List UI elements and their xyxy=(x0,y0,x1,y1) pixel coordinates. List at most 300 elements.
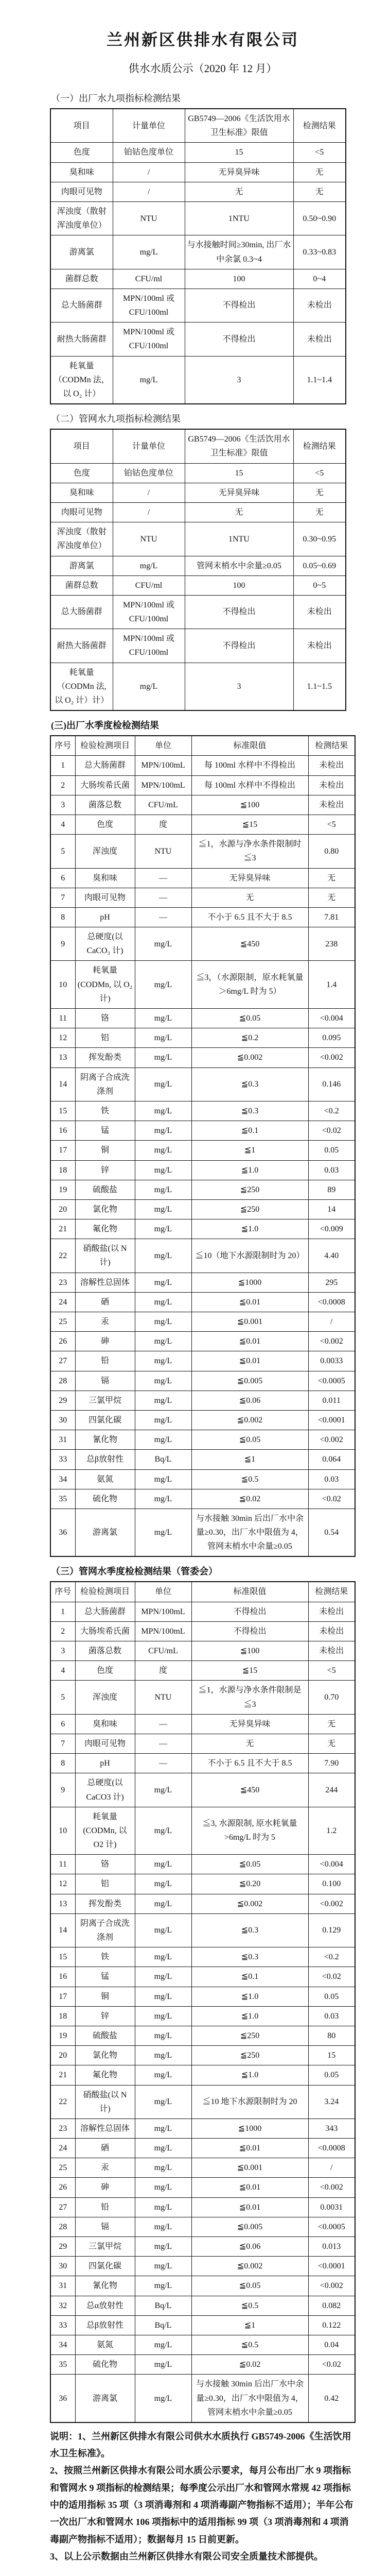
table-cell: 无 xyxy=(191,1734,308,1753)
table-row xyxy=(50,907,355,927)
table-cell: mg/L xyxy=(135,1219,191,1239)
table-cell: NTU xyxy=(113,522,185,556)
table-cell: 295 xyxy=(308,1273,355,1292)
table-cell: ≦1，水源与净水条件限制时≦3 xyxy=(191,835,308,868)
table-cell: 三氯甲烷 xyxy=(75,1391,135,1410)
table-cell: CFU/ml xyxy=(113,269,185,289)
table-row xyxy=(50,2217,355,2236)
table-cell: ≦0.002 xyxy=(191,1048,308,1067)
table-cell: 砷 xyxy=(75,1332,135,1351)
table-cell: / xyxy=(113,483,185,502)
table-cell: 15 xyxy=(308,2046,355,2065)
table-cell: 14 xyxy=(50,1913,75,1947)
table-cell: ≦450 xyxy=(191,927,308,961)
table-cell: 16 xyxy=(50,1121,75,1141)
table-row xyxy=(50,1121,355,1141)
table-cell: 氨氮 xyxy=(75,2335,135,2354)
table-cell: mg/L xyxy=(113,556,185,575)
table-cell: ≦100 xyxy=(191,1641,308,1661)
table-row xyxy=(50,1273,355,1292)
table-cell: 未检出 xyxy=(308,795,355,815)
table-cell: / xyxy=(113,182,185,201)
table-cell: 0.80 xyxy=(308,835,355,868)
table-cell: 氯化物 xyxy=(75,1199,135,1219)
table-cell: 35 xyxy=(50,2355,75,2375)
table-cell: 10 xyxy=(50,1807,75,1855)
table-cell: — xyxy=(135,888,191,907)
table-cell: CFU/mL xyxy=(135,1641,191,1661)
table-cell: mg/L xyxy=(135,1121,191,1141)
table-cell: 0.30~0.95 xyxy=(293,522,346,556)
table-row xyxy=(50,1351,355,1371)
table-cell: mg/L xyxy=(135,2276,191,2296)
table-cell: ≦1 xyxy=(191,2315,308,2335)
table-cell: mg/L xyxy=(135,1509,191,1556)
table-cell: ≦0.5 xyxy=(191,2296,308,2315)
table-cell: 19 xyxy=(50,2026,75,2045)
publication-subtitle: 供水水质公示（2020 年 12 月） xyxy=(128,62,277,75)
table-cell: 度 xyxy=(135,1661,191,1681)
table-cell: 铅 xyxy=(75,2197,135,2217)
table-cell: 耐热大肠菌群 xyxy=(50,323,113,356)
table-cell: 9 xyxy=(50,927,75,961)
table-cell: mg/L xyxy=(135,2026,191,2045)
table-cell: ≦0.005 xyxy=(191,2217,308,2236)
table-cell: ≦0.01 xyxy=(191,2178,308,2197)
table-cell: 0.129 xyxy=(308,1913,355,1947)
table-cell: 游离氯 xyxy=(75,1509,135,1556)
table-cell: 9 xyxy=(50,1773,75,1807)
table-cell: 锌 xyxy=(75,2006,135,2026)
table-cell: 11 xyxy=(50,1855,75,1874)
table-cell: ≦0.20 xyxy=(191,1874,308,1894)
table-cell: Bq/L xyxy=(135,2315,191,2335)
header-row xyxy=(50,736,355,756)
table-cell: ≦0.3 xyxy=(191,1101,308,1121)
table-cell: 色度 xyxy=(75,815,135,834)
table-cell: NTU xyxy=(135,1681,191,1714)
table-cell: 22 xyxy=(50,1239,75,1273)
notes-section xyxy=(50,2428,356,2565)
table-cell: mg/L xyxy=(135,1947,191,1967)
table-cell: 15 xyxy=(185,143,293,162)
table-cell: 无异臭异味 xyxy=(185,483,293,502)
table-row xyxy=(50,289,346,322)
table-cell: 不小于 6.5 且不大于 8.5 xyxy=(191,1754,308,1773)
table-cell: <0.0008 xyxy=(308,1292,355,1312)
table-cell: 1NTU xyxy=(185,201,293,235)
table-cell: MPN/100mL xyxy=(135,1621,191,1641)
table-cell: ≦1.0 xyxy=(191,2006,308,2026)
table-cell: 铝 xyxy=(75,1028,135,1048)
table-cell: <0.004 xyxy=(308,1855,355,1874)
table-cell: mg/L xyxy=(135,1199,191,1219)
table-row xyxy=(50,2085,355,2119)
table-cell: 溶解性总固体 xyxy=(75,1273,135,1292)
table-row xyxy=(50,1067,355,1101)
table-cell: 溶解性总固体 xyxy=(75,2119,135,2138)
table-row xyxy=(50,1101,355,1121)
table-cell: 15 xyxy=(50,1101,75,1121)
table-cell: 12 xyxy=(50,1874,75,1894)
table-cell: mg/L xyxy=(135,1160,191,1180)
table-cell: 未检出 xyxy=(308,1641,355,1661)
table-row xyxy=(50,1199,355,1219)
table-cell: 28 xyxy=(50,2217,75,2236)
table-cell: 34 xyxy=(50,2335,75,2354)
table-cell: 未检出 xyxy=(293,289,346,322)
table-cell: <0.009 xyxy=(308,1219,355,1239)
table-cell: 0.0033 xyxy=(308,1351,355,1371)
table-cell: 1 xyxy=(50,756,75,775)
table-cell: 肉眼可见物 xyxy=(75,888,135,907)
section-caption-network-quarterly: （三）管网水季度检检测结果（管委会） xyxy=(51,1566,218,1577)
table-cell: 不得检出 xyxy=(185,629,293,663)
table-row xyxy=(50,663,346,710)
table-row xyxy=(50,1734,355,1753)
table-cell: <0.02 xyxy=(308,2355,355,2375)
table-cell: 肉眼可见物 xyxy=(75,1734,135,1753)
table-cell: <0.004 xyxy=(308,1009,355,1028)
table-cell: ≦1，水源与净水条件限制是≦3 xyxy=(191,1681,308,1714)
table-row xyxy=(50,1239,355,1273)
table-cell: mg/L xyxy=(135,2257,191,2276)
table-cell: 20 xyxy=(50,2046,75,2065)
table-cell: 未检出 xyxy=(308,756,355,775)
table-row xyxy=(50,1967,355,1987)
table-cell: 0.05 xyxy=(308,2065,355,2085)
table-cell: <0.002 xyxy=(308,2178,355,2197)
table-cell: 27 xyxy=(50,1351,75,1371)
table-cell: 0.082 xyxy=(308,2296,355,2315)
table-row xyxy=(50,2197,355,2217)
table-cell: 硝酸盐(以 N 计) xyxy=(75,2085,135,2119)
table-cell: 不得检出 xyxy=(185,595,293,629)
table-row xyxy=(50,2355,355,2375)
table-cell: 22 xyxy=(50,2085,75,2119)
table-cell: 大肠埃希氏菌 xyxy=(75,775,135,795)
table-row xyxy=(50,1509,355,1556)
table-row xyxy=(50,2046,355,2065)
table-row xyxy=(50,1430,355,1450)
table-cell: 6 xyxy=(50,1714,75,1734)
table-row xyxy=(50,1391,355,1410)
table-cell: / xyxy=(113,162,185,182)
table-cell: 菌落总数 xyxy=(75,795,135,815)
table-cell: 0~5 xyxy=(293,575,346,595)
table-cell: ≦3, 水源限制, 原水耗氧量>6mg/L 时为 5 xyxy=(191,1807,308,1855)
table-cell: <0.002 xyxy=(308,1894,355,1913)
table-cell: 89 xyxy=(308,1180,355,1199)
header-cell: 检测结果 xyxy=(293,109,346,143)
table-cell: 硫化物 xyxy=(75,2355,135,2375)
table-cell: <5 xyxy=(308,1661,355,1681)
table-cell: ≦0.3 xyxy=(191,1947,308,1967)
table-cell: mg/L xyxy=(135,1292,191,1312)
table-cell: mg/L xyxy=(135,2335,191,2354)
table-row xyxy=(50,1332,355,1351)
table-cell: 23 xyxy=(50,1273,75,1292)
table-cell: 未检出 xyxy=(293,323,346,356)
note-paragraph: 2、按照兰州新区供排水有限公司水质公示要求，每月公布出厂水 9 项指标和管网水 9 项指标的检测结果；每季度公示出厂水和管网水常规 42 项指标中的适用指标 35 项（3 项消毒剂和 4 项消毒副产物指标不适用）；半年公布一次出厂水和管网水 106 项指标中的适用指标 99 项（3 项消毒剂和 4 项消毒副产物指标不适用）；数据每月 15 日前更新。 xyxy=(50,2465,353,2545)
table-cell: mg/L xyxy=(135,1332,191,1351)
table-cell: 镉 xyxy=(75,2217,135,2236)
table-cell: 与水接触时间≥30min, 出厂水中余氯 0.3~4 xyxy=(185,235,293,269)
table-row xyxy=(50,201,346,235)
table-cell: mg/L xyxy=(113,663,185,710)
table-cell: 色度 xyxy=(75,1661,135,1681)
table-cell: 32 xyxy=(50,2296,75,2315)
header-cell: 计量单位 xyxy=(113,429,185,463)
table-cell: 度 xyxy=(135,815,191,834)
table-cell: <0.0005 xyxy=(308,1371,355,1391)
table-cell: mg/L xyxy=(135,1391,191,1410)
table-cell: 0.70 xyxy=(308,1681,355,1714)
header-cell: 标准限值 xyxy=(191,736,308,756)
table-cell: 浑浊度（散射浑浊度单位） xyxy=(50,201,113,235)
table-cell: 锰 xyxy=(75,1121,135,1141)
table-cell: ≦0.1 xyxy=(191,1121,308,1141)
table-cell: 浑浊度（散射浑浊度单位） xyxy=(50,522,113,556)
table-cell: ≦0.01 xyxy=(191,1332,308,1351)
table-cell: 未检出 xyxy=(308,1602,355,1621)
table-cell: 5 xyxy=(50,835,75,868)
table-cell: 耐热大肠菌群 xyxy=(50,629,113,663)
table-cell: mg/L xyxy=(135,2178,191,2197)
table-cell: 29 xyxy=(50,2237,75,2257)
table-cell: 与水接触 30min 后出厂水中余量≥0.30，出厂水中限值为 4，管网末梢水中余量≥0.05 xyxy=(191,2375,308,2422)
table-row xyxy=(50,775,355,795)
table-cell: 臭和味 xyxy=(75,1714,135,1734)
table-row xyxy=(50,815,355,834)
table-cell: 硒 xyxy=(75,2139,135,2158)
table-row xyxy=(50,629,346,663)
table-cell: 23 xyxy=(50,2119,75,2138)
table-cell: 7 xyxy=(50,1734,75,1753)
table-cell: 7.81 xyxy=(308,907,355,927)
table-cell: 臭和味 xyxy=(75,868,135,888)
table-cell: 色度 xyxy=(50,463,113,483)
table-row xyxy=(50,2257,355,2276)
table-cell: 无 xyxy=(308,888,355,907)
table-cell: 硝酸盐(以 N 计) xyxy=(75,1239,135,1273)
table-cell: 31 xyxy=(50,1430,75,1450)
table-cell: 四氯化碳 xyxy=(75,2257,135,2276)
table-cell: ≦1 xyxy=(191,1141,308,1160)
table-row xyxy=(50,595,346,629)
table-cell: ≦1 xyxy=(191,1450,308,1469)
header-row xyxy=(50,1582,355,1602)
table-cell: 0.04 xyxy=(308,2335,355,2354)
table-cell: 阴离子合成洗涤剂 xyxy=(75,1067,135,1101)
table-row xyxy=(50,2375,355,2422)
table-cell: mg/L xyxy=(135,1067,191,1101)
table-cell: 未检出 xyxy=(293,629,346,663)
table-cell: pH xyxy=(75,1754,135,1773)
table-cell: ≦0.01 xyxy=(191,1351,308,1371)
table-cell: 6 xyxy=(50,868,75,888)
table-cell: 砷 xyxy=(75,2178,135,2197)
table-cell: 镉 xyxy=(75,1371,135,1391)
table-cell: 3 xyxy=(50,795,75,815)
header-cell: 标准限值 xyxy=(191,1582,308,1602)
table-cell: <0.02 xyxy=(308,1967,355,1987)
table-cell: <0.002 xyxy=(308,1332,355,1351)
table-cell: 0.03 xyxy=(308,1160,355,1180)
table-cell: <5 xyxy=(308,815,355,834)
table-row xyxy=(50,2158,355,2178)
table-cell: mg/L xyxy=(135,1894,191,1913)
table-cell: 耗氧量（CODMn 法，以 O₂ 计） xyxy=(50,356,113,404)
table-cell: 游离氯 xyxy=(75,2375,135,2422)
table-cell: — xyxy=(135,1714,191,1734)
table-cell: 0.064 xyxy=(308,1450,355,1469)
table-cell: ≦0.01 xyxy=(191,2197,308,2217)
table-cell: mg/L xyxy=(135,1371,191,1391)
table-cell: 铁 xyxy=(75,1947,135,1967)
table-cell: 铝 xyxy=(75,1874,135,1894)
table-cell: 无 xyxy=(308,1734,355,1753)
section-caption-factory-nine: （一）出厂水九项指标检测结果 xyxy=(51,93,181,104)
table-cell: 17 xyxy=(50,1987,75,2006)
table-cell: ≦1.0 xyxy=(191,2065,308,2085)
table-cell: / xyxy=(308,2158,355,2178)
table-cell: 总大肠菌群 xyxy=(75,1602,135,1621)
table-cell: <5 xyxy=(293,463,346,483)
table-row xyxy=(50,463,346,483)
table-cell: mg/L xyxy=(135,1807,191,1855)
header-cell: 单位 xyxy=(135,736,191,756)
table-cell: <0.02 xyxy=(308,1489,355,1509)
table-cell: 未检出 xyxy=(293,595,346,629)
table-cell: 不得检出 xyxy=(191,1621,308,1641)
table-row xyxy=(50,2119,355,2138)
table-row xyxy=(50,1773,355,1807)
table-cell: 15 xyxy=(50,1947,75,1967)
table-cell: 菌群总数 xyxy=(50,269,113,289)
header-row xyxy=(50,109,346,143)
table-cell: ≦0.3 xyxy=(191,1067,308,1101)
table-cell: 铅 xyxy=(75,1351,135,1371)
table-cell: 游离氯 xyxy=(50,235,113,269)
table-cell: 硒 xyxy=(75,1292,135,1312)
table-row xyxy=(50,356,346,404)
table-cell: 氰化物 xyxy=(75,2276,135,2296)
table-cell: mg/L xyxy=(135,2065,191,2085)
table-cell: 肉眼可见物 xyxy=(50,502,113,522)
table-row xyxy=(50,1141,355,1160)
table-cell: 8 xyxy=(50,907,75,927)
table-row xyxy=(50,2296,355,2315)
table-cell: 36 xyxy=(50,1509,75,1556)
table-row xyxy=(50,1807,355,1855)
table-cell: 总大肠菌群 xyxy=(75,756,135,775)
table-cell: 1 xyxy=(50,1602,75,1621)
table-cell: 不得检出 xyxy=(185,323,293,356)
table-cell: 耗氧量(CODMn, 以 O2 计) xyxy=(75,1807,135,1855)
table-cell: 汞 xyxy=(75,1312,135,1332)
table-row xyxy=(50,1621,355,1641)
table-cell: ≦1.0 xyxy=(191,1219,308,1239)
table-cell: ≦250 xyxy=(191,1199,308,1219)
table-cell: 管网末梢水中余量≥0.05 xyxy=(185,556,293,575)
table-factory-quarterly xyxy=(50,735,356,1557)
table-cell: 无 xyxy=(185,502,293,522)
table-cell: 4 xyxy=(50,815,75,834)
header-cell: GB5749—2006《生活饮用水卫生标准》限值 xyxy=(185,429,293,463)
table-cell: 30 xyxy=(50,2257,75,2276)
table-cell: 12 xyxy=(50,1028,75,1048)
table-row xyxy=(50,1048,355,1067)
table-cell: pH xyxy=(75,907,135,927)
table-cell: <0.0001 xyxy=(308,2257,355,2276)
table-cell: ≦1.0 xyxy=(191,1987,308,2006)
table-row xyxy=(50,795,355,815)
table-cell: 100 xyxy=(185,575,293,595)
table-cell: ≦0.05 xyxy=(191,1855,308,1874)
table-cell: 无异臭异味 xyxy=(191,1714,308,1734)
table-cell: MPN/100mL xyxy=(135,1602,191,1621)
table-cell: ≦0.002 xyxy=(191,2257,308,2276)
section-caption-network-nine: （二）管网水九项指标检测结果 xyxy=(51,414,181,425)
table-cell: ≦250 xyxy=(191,2046,308,2065)
table-cell: mg/L xyxy=(135,1048,191,1067)
table-cell: mg/L xyxy=(135,1141,191,1160)
table-cell: 臭和味 xyxy=(50,162,113,182)
table-cell: ≦0.2 xyxy=(191,1028,308,1048)
table-cell: 21 xyxy=(50,1219,75,1239)
table-row xyxy=(50,556,346,575)
table-cell: 26 xyxy=(50,2178,75,2197)
table-row xyxy=(50,522,346,556)
table-cell: ≦0.01 xyxy=(191,2139,308,2158)
table-cell: NTU xyxy=(113,201,185,235)
table-cell: 四氯化碳 xyxy=(75,1410,135,1430)
table-cell: Bq/L xyxy=(135,1450,191,1469)
table-cell: <0.2 xyxy=(308,1947,355,1967)
table-cell: 27 xyxy=(50,2197,75,2217)
table-cell: 24 xyxy=(50,2139,75,2158)
table-cell: 2 xyxy=(50,775,75,795)
table-cell: ≦15 xyxy=(191,1661,308,1681)
table-cell: mg/L xyxy=(113,235,185,269)
table-cell: ≦0.5 xyxy=(191,1469,308,1489)
table-cell: 21 xyxy=(50,2065,75,2085)
table-cell: — xyxy=(135,1734,191,1753)
table-cell: MPN/100mL xyxy=(135,775,191,795)
table-cell: MPN/100ml 或 CFU/100ml xyxy=(113,629,185,663)
table-cell: mg/L xyxy=(135,2158,191,2178)
table-cell: ≦0.02 xyxy=(191,1489,308,1509)
table-row xyxy=(50,927,355,961)
header-cell: 计量单位 xyxy=(113,109,185,143)
table-row xyxy=(50,143,346,162)
table-cell: 29 xyxy=(50,1391,75,1410)
table-cell: MPN/100mL xyxy=(135,756,191,775)
table-row xyxy=(50,2065,355,2085)
note-paragraph: 3、以上公示数据由兰州新区供排水有限公司安全质量技术部提供。 xyxy=(50,2551,323,2562)
table-cell: mg/L xyxy=(135,2085,191,2119)
table-cell: 13 xyxy=(50,1894,75,1913)
table-cell: 菌落总数 xyxy=(75,1641,135,1661)
table-cell: 挥发酚类 xyxy=(75,1894,135,1913)
table-cell: 0.03 xyxy=(308,1469,355,1489)
table-cell: mg/L xyxy=(135,2006,191,2026)
table-row xyxy=(50,2178,355,2197)
table-cell: <0.002 xyxy=(308,1048,355,1067)
table-cell: mg/L xyxy=(135,1967,191,1987)
note-paragraph: 说明：1、兰州新区供排水有限公司供水水质执行 GB5749-2006《生活饮用水卫生标准》。 xyxy=(50,2431,351,2459)
